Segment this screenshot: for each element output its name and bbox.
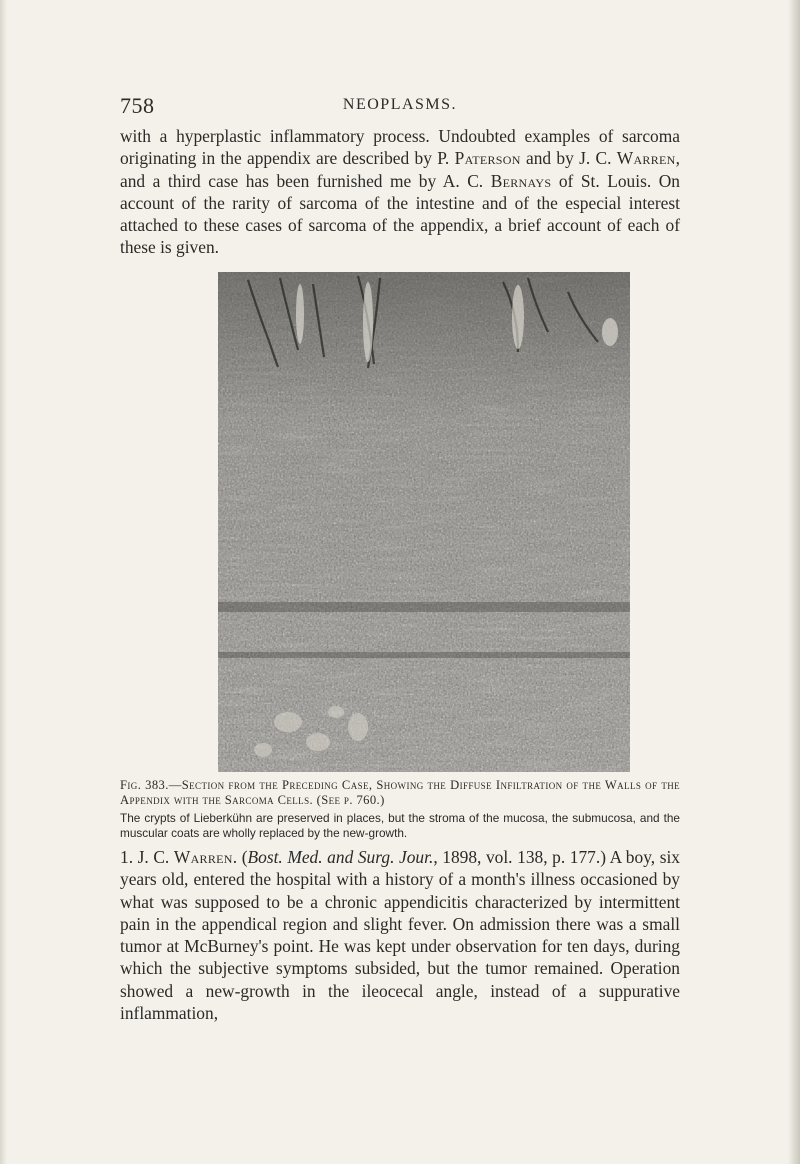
intro-text-3: , and a third case has been furnished me by A. C. — [120, 148, 680, 191]
case-number: 1. J. C. — [120, 847, 174, 867]
caption-page-ref: (See p. 760.) — [313, 793, 385, 807]
page-number: 758 — [120, 93, 155, 118]
intro-text-4: of St. Louis. On account of the rarity of sarcoma of the intestine and of the especial interest attached to these cases of sarcoma of the appendix, a brief account of each of these is given. — [120, 170, 680, 258]
page-edge-left — [0, 0, 7, 1164]
journal-title: Bost. Med. and Surg. Jour. — [247, 847, 434, 867]
page-edge-right — [788, 0, 800, 1164]
caption-title-text: —Section from the Preceding Case, Showing the Diffuse Infiltration of the Walls of the Appendix with the Sarcoma Cells. — [120, 778, 681, 807]
figure-label: Fig. 383. — [120, 778, 169, 792]
histology-figure — [218, 272, 630, 772]
case-text-2: , 1898, vol. 138, p. 177.) A boy, six years old, entered the hospital with a history of a month's illness occasioned by what was supposed to be a chronic appendicitis characterized by intermittent pain in the appendical region and slight fever. On admission there was a small tumor at McBurney's point. He was kept under observation for ten days, during which the subjective symptoms subsided, but the tumor remained. Operation showed a new-growth in the ileocecal angle, instead of a suppurative inflammation, — [120, 847, 680, 1024]
author-bernays: Bernays — [490, 170, 552, 191]
author-paterson: Paterson — [454, 148, 521, 169]
intro-text-1: with a hyperplastic inflammatory process. Undoubted examples of sarcoma originating in the appendix are described by P. — [120, 126, 680, 169]
running-head — [120, 93, 680, 117]
intro-paragraph — [120, 125, 680, 259]
caption-body: The crypts of Lieberkühn are preserved in places, but the stroma of the mucosa, the submucosa, and the muscular coats are wholly replaced by the new-growth. — [120, 811, 680, 840]
histology-engraving — [218, 272, 630, 772]
figure-caption — [120, 778, 680, 838]
intro-text-2: and by J. C. — [520, 148, 617, 169]
case-text-1: . ( — [232, 847, 248, 867]
case-1-paragraph — [120, 846, 680, 1024]
caption-title — [120, 778, 680, 808]
case-author: Warren — [173, 847, 233, 867]
author-warren: Warren — [616, 148, 676, 169]
section-title: NEOPLASMS. — [342, 96, 458, 113]
